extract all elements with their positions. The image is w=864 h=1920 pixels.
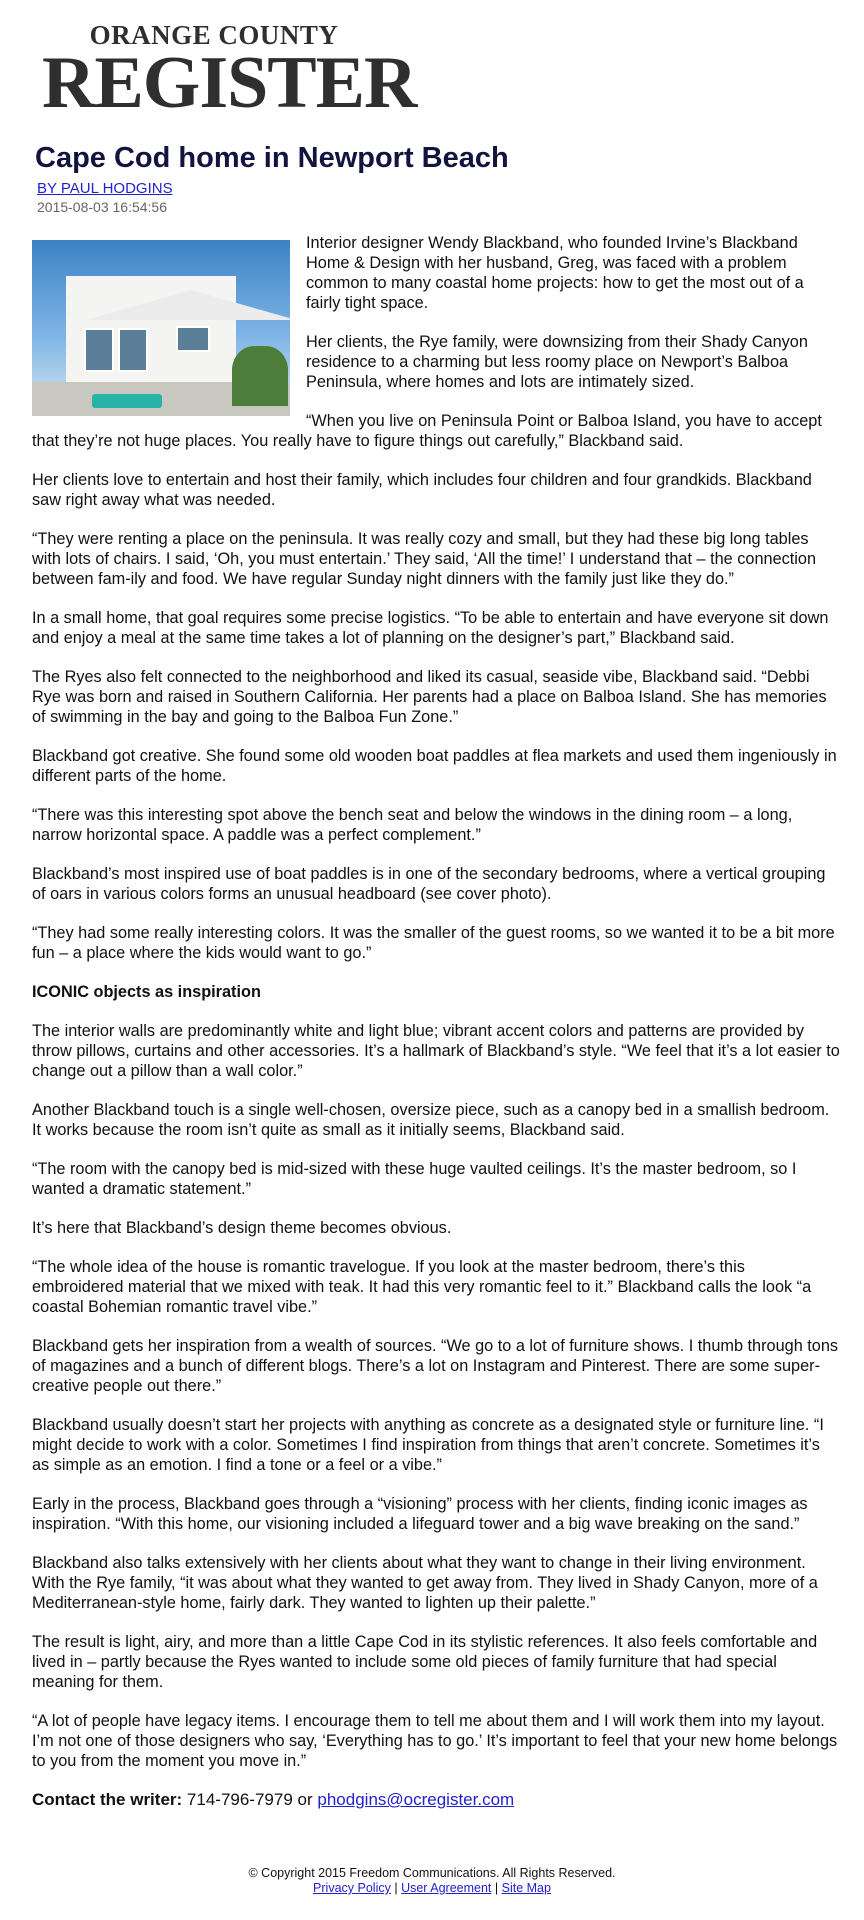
- article-photo: [32, 240, 290, 416]
- paragraph: The result is light, airy, and more than a little Cape Cod in its stylistic references. It also feels comfortable and lived in – partly because the Ryes wanted to include some old pieces of family furniture that had special meaning for them.: [32, 1633, 818, 1691]
- paragraph: Blackband got creative. She found some old wooden boat paddles at flea markets and used them ingeniously in different parts of the home.: [32, 747, 837, 785]
- section-subhead: ICONIC objects as inspiration: [32, 983, 261, 1001]
- paragraph: Early in the process, Blackband goes through a “visioning” process with her clients, finding iconic images as inspiration. “With this home, our visioning included a lifeguard tower and a big wave breaking on the sand.”: [32, 1495, 808, 1533]
- copyright-text: © Copyright 2015 Freedom Communications. All Rights Reserved.: [248, 1866, 616, 1880]
- byline-link[interactable]: BY PAUL HODGINS: [37, 180, 173, 197]
- paragraph: Her clients love to entertain and host their family, which includes four children and four grandkids. Blackband saw right away what was needed.: [32, 471, 812, 509]
- publish-date: 2015-08-03 16:54:56: [37, 199, 167, 215]
- paragraph: “The room with the canopy bed is mid-sized with these huge vaulted ceilings. It’s the master bedroom, so I wanted a dramatic statement.”: [32, 1160, 797, 1198]
- user-agreement-link[interactable]: User Agreement: [401, 1881, 492, 1895]
- photo-house-shape: [66, 276, 236, 386]
- contact-email-link[interactable]: phodgins@ocregister.com: [317, 1790, 515, 1809]
- paragraph: Blackband’s most inspired use of boat paddles is in one of the secondary bedrooms, where a vertical grouping of oars in various colors forms an unusual headboard (see cover photo).: [32, 865, 826, 903]
- footer-separator: |: [394, 1881, 398, 1895]
- paragraph: It’s here that Blackband’s design theme becomes obvious.: [32, 1219, 452, 1237]
- paragraph: In a small home, that goal requires some precise logistics. “To be able to entertain and have everyone sit down and enjoy a meal at the same time takes a lot of planning on the designer’s part,” Blackband said.: [32, 609, 829, 647]
- masthead-line2: REGISTER: [42, 42, 417, 124]
- masthead-line1: ORANGE COUNTY: [89, 20, 339, 50]
- contact-or: or: [297, 1790, 313, 1809]
- paragraph: Blackband also talks extensively with her clients about what they want to change in their living environment. With the Rye family, “it was about what they wanted to get away from. They lived in Shady Canyon, more of a Mediterranean-style home, fairly dark. They wanted to lighten up their palette.”: [32, 1554, 818, 1612]
- paragraph: “When you live on Peninsula Point or Balboa Island, you have to accept that they’re not huge places. You really have to figure things out carefully,” Blackband said.: [32, 412, 822, 450]
- paragraph: Her clients, the Rye family, were downsizing from their Shady Canyon residence to a charming but less roomy place on Newport’s Balboa Peninsula, where homes and lots are intimately sized.: [306, 333, 808, 391]
- paragraph: The Ryes also felt connected to the neighborhood and liked its casual, seaside vibe, Blackband said. “Debbi Rye was born and raised in Southern California. Her parents had a place on Balboa Island. She has memories of swimming in the bay and going to the Balboa Fun Zone.”: [32, 668, 827, 726]
- masthead-logo[interactable]: [42, 20, 417, 124]
- paragraph: Blackband usually doesn’t start her projects with anything as concrete as a designated style or furniture line. “I might decide to work with a color. Sometimes I find inspiration from things that aren’t concrete. Sometimes it’s as simple as an emotion. I find a tone or a feel or a vibe.”: [32, 1416, 824, 1474]
- paragraph: Another Blackband touch is a single well-chosen, oversize piece, such as a canopy bed in a smallish bedroom. It works because the room isn’t quite as small as it initially seems, Blackband said.: [32, 1101, 830, 1139]
- privacy-policy-link[interactable]: Privacy Policy: [313, 1881, 391, 1895]
- paragraph: “A lot of people have legacy items. I encourage them to tell me about them and I will work them into my layout. I’m not one of those designers who say, ‘Everything has to go.’ It’s important to feel that your new home belongs to you from the moment you move in.”: [32, 1712, 838, 1770]
- paragraph: The interior walls are predominantly white and light blue; vibrant accent colors and patterns are provided by throw pillows, curtains and other accessories. It’s a hallmark of Blackband’s style. “We feel that it’s a lot easier to change out a pillow than a wall color.”: [32, 1022, 840, 1080]
- paragraph: Blackband gets her inspiration from a wealth of sources. “We go to a lot of furniture shows. I thumb through tons of magazines and a bunch of different blogs. There’s a lot on Instagram and Pinterest. There are some super-creative people out there.”: [32, 1337, 839, 1395]
- article-title: Cape Cod home in Newport Beach: [35, 142, 509, 174]
- paragraph: Interior designer Wendy Blackband, who founded Irvine’s Blackband Home & Design with her husband, Greg, was faced with a problem common to many coastal home projects: how to get the most out of a fairly tight space.: [306, 234, 804, 312]
- footer: [0, 1866, 864, 1896]
- contact-label: Contact the writer:: [32, 1790, 183, 1809]
- paragraph: “The whole idea of the house is romantic travelogue. If you look at the master bedroom, there’s this embroidered material that we mixed with teak. It had this very romantic feel to it.” Blackband calls the look “a coastal Bohemian romantic travel vibe.”: [32, 1258, 812, 1316]
- paragraph: “There was this interesting spot above the bench seat and below the windows in the dining room – a long, narrow horizontal space. A paddle was a perfect complement.”: [32, 806, 793, 844]
- footer-links: [0, 1881, 864, 1896]
- contact-phone: 714-796-7979: [186, 1790, 293, 1809]
- article-body: [32, 233, 840, 1810]
- contact-line: [32, 1790, 840, 1810]
- site-map-link[interactable]: Site Map: [501, 1881, 551, 1895]
- paragraph: “They had some really interesting colors. It was the smaller of the guest rooms, so we wanted it to be a bit more fun – a place where the kids would want to go.”: [32, 924, 835, 962]
- paragraph: “They were renting a place on the peninsula. It was really cozy and small, but they had these big long tables with lots of chairs. I said, ‘Oh, you must entertain.’ They said, ‘All the time!’ I understand that – the connection between fam-ily and food. We have regular Sunday night dinners with the family just like they do.”: [32, 530, 817, 588]
- footer-separator: |: [494, 1881, 499, 1895]
